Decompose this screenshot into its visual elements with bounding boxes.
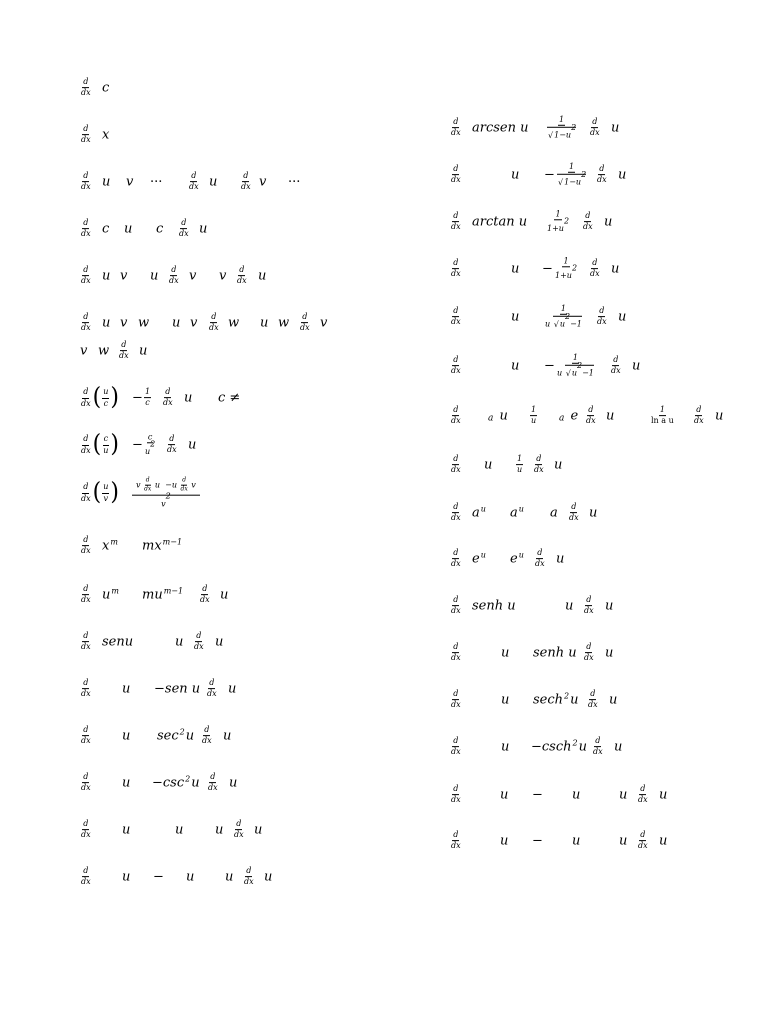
minus-sign: −: [132, 437, 143, 453]
minus-sign: −: [532, 787, 543, 803]
d-dx-operator: $\frac{d}{dx}$: [81, 124, 91, 145]
formula-term: u: [511, 261, 520, 277]
formula-derivative-power-x: $\frac{d}{dx}$ x m mx m−1: [81, 535, 183, 556]
formula-derivative-quotient-by-constant: $\frac{d}{dx}$ ( $\frac{u}{c}$ ) − $\frac{1}{c}$ $\frac{d}{dx}$ u c ≠: [81, 383, 241, 412]
d-dx-operator: $\frac{d}{dx}$: [451, 211, 461, 232]
d-dx-operator: $\frac{d}{dx}$: [584, 642, 594, 663]
d-dx-operator: $\frac{d}{dx}$: [167, 434, 177, 455]
formula-term: u: [264, 869, 273, 885]
formula-term: u: [228, 681, 237, 697]
formula-term: v: [190, 315, 198, 331]
formula-term: w: [98, 343, 110, 359]
formula-term: c: [102, 80, 110, 96]
formula-derivative-secant: [78, 813, 368, 847]
d-dx-operator: $\frac{d}{dx}$: [451, 830, 461, 851]
minus-sign: −: [544, 167, 555, 183]
formula-term: u: [209, 174, 218, 190]
formula-term: u: [254, 822, 263, 838]
formula-derivative-natural-log: $\frac{d}{dx}$ u $\frac{1}{u}$ $\frac{d}{dx}$ u: [451, 454, 563, 475]
formula-function: senu: [102, 634, 134, 650]
formula-term: u: [659, 787, 668, 803]
formula-term: w: [278, 315, 290, 331]
formula-derivative-hyperbolic-tangent: $\frac{d}{dx}$ u sech 2 u $\frac{d}{dx}$ u: [451, 689, 618, 710]
formula-term: u: [225, 869, 234, 885]
d-dx-operator: $\frac{d}{dx}$: [451, 454, 461, 475]
d-dx-operator: $\frac{d}{dx}$: [81, 866, 91, 887]
d-dx-operator: $\frac{d}{dx}$: [244, 866, 254, 887]
formula-term: u: [589, 505, 598, 521]
d-dx-operator: $\frac{d}{dx}$: [638, 784, 648, 805]
formula-derivative-cotangent: $\frac{d}{dx}$ u −csc 2 u $\frac{d}{dx}$ u: [81, 772, 238, 793]
formula-term: u: [605, 645, 614, 661]
minus-sign: −: [542, 261, 553, 277]
formula-derivative-hyperbolic-cotangent: $\frac{d}{dx}$ u −csch 2 u $\frac{d}{dx}$ u: [451, 736, 623, 757]
formula-derivative-arccosecant: $\frac{d}{dx}$ u − $\frac{1}{u √ u2-1}$ $\frac{d}{dx}$ u: [448, 349, 758, 383]
formula-term: u: [223, 728, 232, 744]
formula-term: u: [215, 822, 224, 838]
d-dx-operator: $\frac{d}{dx}$: [586, 405, 596, 426]
formula-term: u: [715, 408, 724, 424]
formula-derivative-hyperbolic-cosine: [448, 636, 758, 670]
formula-term: u: [220, 587, 229, 603]
formula-term: u: [606, 408, 615, 424]
d-dx-operator: $\frac{d}{dx}$: [694, 405, 704, 426]
d-dx-operator: $\frac{d}{dx}$: [81, 387, 91, 408]
formula-derivative-power-u: $\frac{d}{dx}$ u m mu m−1 $\frac{d}{dx}$ u: [81, 584, 229, 605]
formula-term: u: [572, 787, 581, 803]
formula-term: u: [102, 315, 111, 331]
formula-derivative-sum: [78, 165, 368, 199]
formula-term: u: [122, 728, 131, 744]
formula-term: u: [501, 739, 510, 755]
d-dx-operator: $\frac{d}{dx}$: [209, 312, 219, 333]
d-dx-operator: $\frac{d}{dx}$: [590, 258, 600, 279]
formula-derivative-cosecant: [78, 860, 368, 894]
formula-term: v: [320, 315, 328, 331]
d-dx-operator: $\frac{d}{dx}$: [451, 502, 461, 523]
formula-derivative-tangent: $\frac{d}{dx}$ u sec 2 u $\frac{d}{dx}$ u: [81, 725, 232, 746]
formula-term: u: [484, 457, 493, 473]
d-dx-operator: $\frac{d}{dx}$: [200, 584, 210, 605]
formula-term: u: [565, 598, 574, 614]
formula-term: c: [156, 221, 164, 237]
formula-term: u: [124, 221, 133, 237]
formula-derivative-x: [78, 118, 368, 152]
formula-term: u: [229, 775, 238, 791]
d-dx-operator: $\frac{d}{dx}$: [451, 117, 461, 138]
formula-term: v: [219, 268, 227, 284]
formula-function: −sen u: [154, 681, 201, 697]
formula-term: u: [258, 268, 267, 284]
formula-term: u: [122, 681, 131, 697]
formula-term: u: [618, 167, 627, 183]
formula-term: u: [150, 268, 159, 284]
d-dx-operator: $\frac{d}{dx}$: [81, 171, 91, 192]
formula-term: u: [500, 787, 509, 803]
formula-term: u: [554, 457, 563, 473]
d-dx-operator: $\frac{d}{dx}$: [81, 678, 91, 699]
formula-term: x: [102, 127, 110, 143]
d-dx-operator: $\frac{d}{dx}$: [163, 387, 173, 408]
d-dx-operator: $\frac{d}{dx}$: [451, 689, 461, 710]
d-dx-operator: $\frac{d}{dx}$: [81, 725, 91, 746]
d-dx-operator: $\frac{d}{dx}$: [597, 306, 607, 327]
d-dx-operator: $\frac{d}{dx}$: [451, 736, 461, 757]
formula-term: v: [126, 174, 134, 190]
formula-term: u: [614, 739, 623, 755]
formula-derivative-arccosine: $\frac{d}{dx}$ u − 1 √ 1−u2 $\frac{d}{dx}$ u: [448, 158, 758, 192]
d-dx-operator: $\frac{d}{dx}$: [208, 772, 218, 793]
d-dx-operator: $\frac{d}{dx}$: [81, 772, 91, 793]
formula-term: u: [199, 221, 208, 237]
formula-term: u: [611, 120, 620, 136]
formula-term: u: [102, 268, 111, 284]
formula-term: u: [501, 692, 510, 708]
formula-function: senh u: [533, 645, 577, 661]
formula-term: u: [511, 167, 520, 183]
formula-derivative-quotient: $\frac{d}{dx}$ ( $\frac{u}{v}$ ) v $\frac{d}{dx}$ u −u $\frac{d}{dx}$ v v2: [78, 476, 368, 510]
d-dx-operator: $\frac{d}{dx}$: [119, 340, 129, 361]
minus-sign: −: [532, 833, 543, 849]
formula-term: u: [122, 869, 131, 885]
formula-term: u: [618, 309, 627, 325]
d-dx-operator: $\frac{d}{dx}$: [611, 355, 621, 376]
formula-derivative-exponential-e: $\frac{d}{dx}$ e u e u $\frac{d}{dx}$ u: [451, 548, 565, 569]
minus-sign: −: [153, 869, 164, 885]
formula-derivative-arctangent: $\frac{d}{dx}$ arctan u $\frac{1}{1+u2}$ $\frac{d}{dx}$ u: [451, 209, 613, 234]
d-dx-operator: $\frac{d}{dx}$: [569, 502, 579, 523]
d-dx-operator: $\frac{d}{dx}$: [593, 736, 603, 757]
d-dx-operator: $\frac{d}{dx}$: [81, 434, 91, 455]
formula-derivative-arcsine: $\frac{d}{dx}$ arcsen u 1 √ 1−u2 $\frac{d}{dx}$ u: [448, 111, 758, 145]
d-dx-operator: $\frac{d}{dx}$: [590, 117, 600, 138]
d-dx-operator: $\frac{d}{dx}$: [451, 642, 461, 663]
formula-derivative-exponential-base-a: $\frac{d}{dx}$ a u a u a $\frac{d}{dx}$ u: [451, 502, 598, 523]
d-dx-operator: $\frac{d}{dx}$: [534, 454, 544, 475]
formula-derivative-constant-over-u: $\frac{d}{dx}$ ( $\frac{c}{u}$ ) − $\frac{c}{u2}$ $\frac{d}{dx}$ u: [81, 430, 197, 459]
formula-term: u: [500, 833, 509, 849]
formula-term: u: [611, 261, 620, 277]
d-dx-operator: $\frac{d}{dx}$: [81, 482, 91, 503]
formula-term: v: [189, 268, 197, 284]
d-dx-operator: $\frac{d}{dx}$: [300, 312, 310, 333]
d-dx-operator: $\frac{d}{dx}$: [583, 211, 593, 232]
formula-term: v: [120, 315, 128, 331]
d-dx-operator: $\frac{d}{dx}$: [584, 595, 594, 616]
formula-term: u: [102, 174, 111, 190]
formula-term: u: [604, 214, 613, 230]
formula-term: u: [609, 692, 618, 708]
formula-derivative-arcsecant: $\frac{d}{dx}$ u $\frac{1}{u √ u2-1}$ $\frac{d}{dx}$ u: [448, 300, 758, 334]
formula-term: u: [501, 645, 510, 661]
formula-term: u: [122, 822, 131, 838]
d-dx-operator: $\frac{d}{dx}$: [81, 631, 91, 652]
d-dx-operator: $\frac{d}{dx}$: [81, 218, 91, 239]
formula-term: u: [556, 551, 565, 567]
d-dx-operator: $\frac{d}{dx}$: [234, 819, 244, 840]
formula-term: u: [511, 309, 520, 325]
d-dx-operator: $\frac{d}{dx}$: [451, 258, 461, 279]
d-dx-operator: $\frac{d}{dx}$: [638, 830, 648, 851]
formula-derivative-constant: [78, 71, 368, 105]
formula-term: u: [186, 869, 195, 885]
d-dx-operator: $\frac{d}{dx}$: [451, 164, 461, 185]
formula-term: u: [139, 343, 148, 359]
d-dx-operator: $\frac{d}{dx}$: [597, 164, 607, 185]
d-dx-operator: $\frac{d}{dx}$: [189, 171, 199, 192]
formula-term: u: [605, 598, 614, 614]
d-dx-operator: $\frac{d}{dx}$: [588, 689, 598, 710]
formula-term: u: [260, 315, 269, 331]
formula-derivative-hyperbolic-sine: [448, 589, 758, 623]
d-dx-operator: $\frac{d}{dx}$: [169, 265, 179, 286]
formula-term: u: [572, 833, 581, 849]
formula-term: u: [175, 822, 184, 838]
d-dx-operator: $\frac{d}{dx}$: [81, 77, 91, 98]
formula-term: c: [102, 221, 110, 237]
formula-function: arctan u: [472, 214, 528, 230]
d-dx-operator: $\frac{d}{dx}$: [451, 306, 461, 327]
formula-term: u: [619, 787, 628, 803]
d-dx-operator: $\frac{d}{dx}$: [207, 678, 217, 699]
d-dx-operator: $\frac{d}{dx}$: [81, 819, 91, 840]
d-dx-operator: $\frac{d}{dx}$: [451, 784, 461, 805]
formula-term: u: [175, 634, 184, 650]
d-dx-operator: $\frac{d}{dx}$: [81, 312, 91, 333]
formula-term: u: [619, 833, 628, 849]
formula-term: u: [184, 390, 193, 406]
formula-derivative-hyperbolic-secant: [448, 778, 758, 812]
formula-term: w: [228, 315, 240, 331]
formula-derivative-product: [78, 259, 368, 293]
formula-term: u: [511, 358, 520, 374]
formula-term: a: [550, 505, 558, 521]
formula-ellipsis: ···: [150, 174, 163, 190]
d-dx-operator: $\frac{d}{dx}$: [241, 171, 251, 192]
d-dx-operator: $\frac{d}{dx}$: [451, 595, 461, 616]
formula-term: u: [659, 833, 668, 849]
d-dx-operator: $\frac{d}{dx}$: [194, 631, 204, 652]
formula-term: w: [138, 315, 150, 331]
d-dx-operator: $\frac{d}{dx}$: [202, 725, 212, 746]
formula-term: v: [259, 174, 267, 190]
formula-condition: c ≠: [218, 390, 241, 406]
formula-term: u: [215, 634, 224, 650]
formula-derivative-cosine: [78, 672, 368, 706]
formula-ellipsis: ···: [288, 174, 301, 190]
d-dx-operator: $\frac{d}{dx}$: [81, 535, 91, 556]
formula-derivative-hyperbolic-cosecant: [448, 824, 758, 858]
formula-term: u: [172, 315, 181, 331]
formula-derivative-constant-multiple: [78, 212, 368, 246]
formula-derivative-log-base-a: $\frac{d}{dx}$ a u $\frac{1}{u}$ a e $\frac{d}{dx}$ u $\frac{1}{\text{ln a u}}$ $\frac{d}{dx}$ u: [451, 405, 724, 426]
formula-term: u: [188, 437, 197, 453]
quotient-rule-fraction: v $\frac{d}{dx}$ u −u $\frac{d}{dx}$ v v2: [132, 478, 200, 509]
d-dx-operator: $\frac{d}{dx}$: [237, 265, 247, 286]
formula-term: u: [632, 358, 641, 374]
formula-term: v: [80, 343, 88, 359]
d-dx-operator: $\frac{d}{dx}$: [81, 265, 91, 286]
formula-derivative-arccotangent: $\frac{d}{dx}$ u − $\frac{1}{1+u2}$ $\frac{d}{dx}$ u: [451, 256, 620, 281]
formula-term: u: [122, 775, 131, 791]
d-dx-operator: $\frac{d}{dx}$: [179, 218, 189, 239]
formula-term: v: [120, 268, 128, 284]
d-dx-operator: $\frac{d}{dx}$: [81, 584, 91, 605]
d-dx-operator: $\frac{d}{dx}$: [451, 548, 461, 569]
formula-function: senh u: [472, 598, 516, 614]
formula-derivative-triple-product-continued: [78, 334, 368, 368]
d-dx-operator: $\frac{d}{dx}$: [451, 405, 461, 426]
minus-sign: −: [132, 390, 143, 406]
d-dx-operator: $\frac{d}{dx}$: [451, 355, 461, 376]
formula-derivative-sine: [78, 625, 368, 659]
d-dx-operator: $\frac{d}{dx}$: [535, 548, 545, 569]
formula-function: arcsen u: [472, 120, 529, 136]
minus-sign: −: [544, 358, 555, 374]
